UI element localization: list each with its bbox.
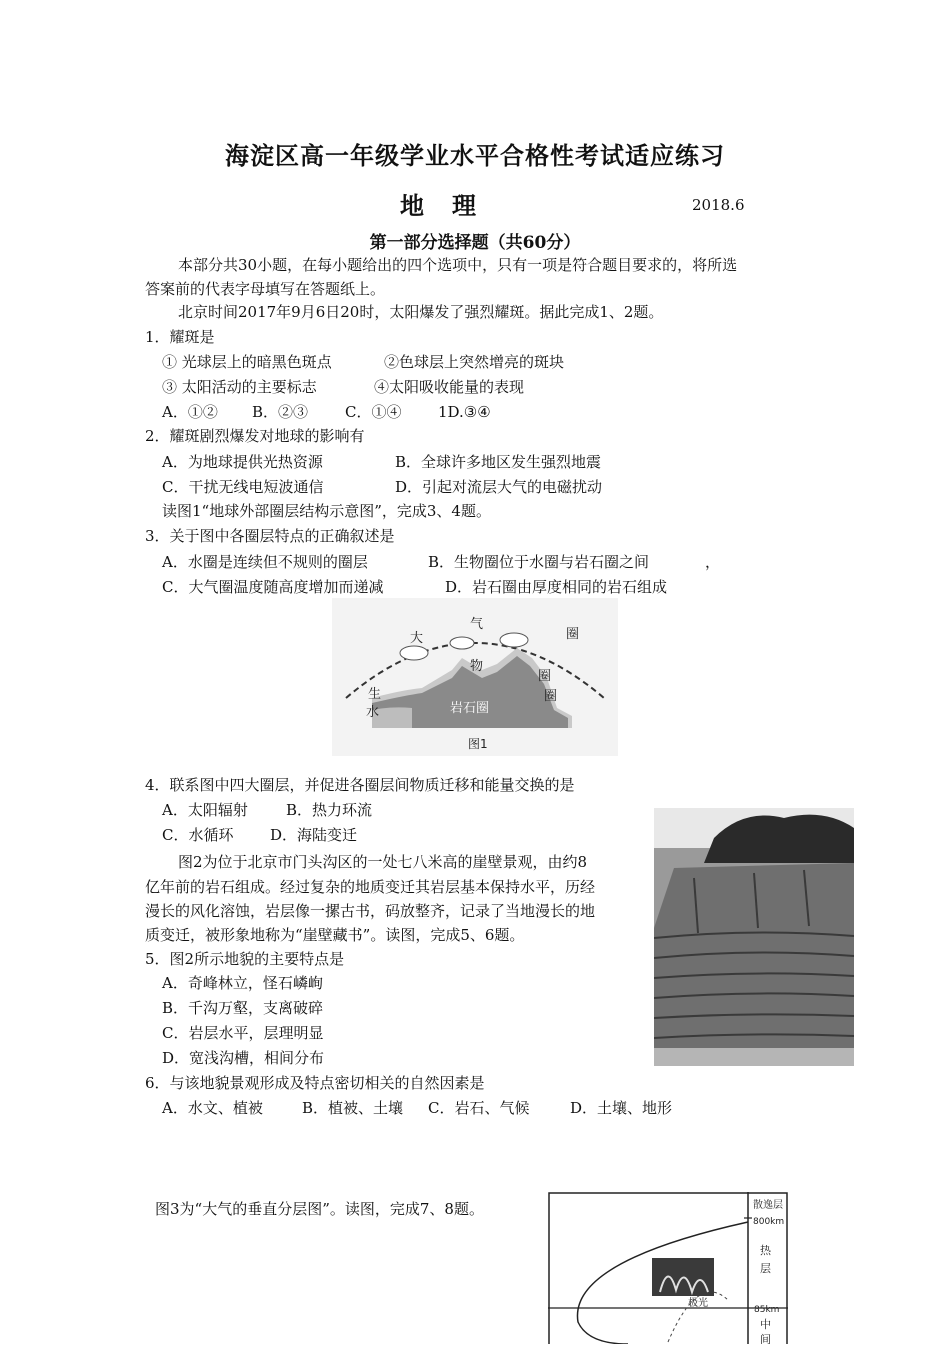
q2-option-c: C．干扰无线电短波通信 [162, 478, 324, 496]
label-exosphere: 散逸层 [753, 1200, 783, 1211]
label-85km: 85km [754, 1305, 780, 1315]
subject-title: 地理 [400, 191, 504, 220]
label-jian: 间 [760, 1333, 771, 1344]
q6-option-a: A．水文、植被 [162, 1099, 263, 1117]
q1-option-b: B．②③ [252, 403, 309, 421]
q5-option-a: A．奇峰林立，怪石嶙峋 [162, 974, 323, 992]
q4-option-a: A．太阳辐射 [162, 801, 248, 819]
cloud-shape [450, 637, 474, 649]
cliff-photo-image [654, 808, 854, 1066]
q2-option-a: A．为地球提供光热资源 [162, 453, 323, 471]
label-800km: 800km [753, 1217, 785, 1227]
fig1-caption: 图1 [468, 737, 488, 751]
q1-option-d: 1D.③④ [438, 403, 491, 421]
q1-item-3: ③ 太阳活动的主要标志 [162, 378, 317, 396]
context-3-line-3: 漫长的风化溶蚀，岩层像一摞古书，码放整齐，记录了当地漫长的地 [145, 902, 596, 920]
label-ceng: 层 [760, 1262, 771, 1275]
intro-line-1: 本部分共30小题，在每小题给出的四个选项中，只有一项是符合题目要求的，将所选 [178, 256, 738, 274]
figure-1-diagram [332, 598, 618, 756]
context-3-line-2: 亿年前的岩石组成。经过复杂的地质变迁其岩层基本保持水平，历经 [145, 878, 596, 896]
q3-option-c: C．大气圈温度随高度增加而递减 [162, 578, 384, 596]
q1-stem: 1．耀斑是 [145, 328, 215, 346]
q5-option-b: B．千沟万壑，支离破碎 [162, 999, 324, 1017]
q1-item-1: ① 光球层上的暗黑色斑点 [162, 353, 332, 371]
fig1-label-rock: 岩石圈 [450, 701, 490, 716]
figure-3 [548, 1192, 788, 1344]
q1-item-4: ④太阳吸收能量的表现 [374, 378, 525, 396]
context-3-line-1: 图2为位于北京市门头沟区的一处七八米高的崖壁景观，由约8 [178, 853, 588, 871]
fig1-label-shui: 水 [366, 705, 380, 720]
q1-item-2: ②色球层上突然增亮的斑块 [384, 353, 565, 371]
fig1-label-qi: 气 [470, 617, 484, 632]
exam-date: 2018.6 [692, 196, 745, 214]
q6-option-c: C．岩石、气候 [428, 1099, 530, 1117]
q2-option-d: D．引起对流层大气的电磁扰动 [395, 478, 603, 496]
label-re: 热 [760, 1244, 771, 1257]
context-1: 北京时间2017年9月6日20时，太阳爆发了强烈耀斑。据此完成1、2题。 [178, 303, 664, 321]
q2-stem: 2．耀斑剧烈爆发对地球的影响有 [145, 427, 365, 445]
cloud-shape [400, 646, 428, 660]
q2-option-b: B．全球许多地区发生强烈地震 [395, 453, 602, 471]
q5-option-c: C．岩层水平，层理明显 [162, 1024, 324, 1042]
fig1-label-quan-3: 圈 [544, 689, 558, 704]
q6-option-d: D．土壤、地形 [570, 1099, 673, 1117]
q3-option-b: B．生物圈位于水圈与岩石圈之间 [428, 553, 650, 571]
q5-stem: 5．图2所示地貌的主要特点是 [145, 950, 345, 968]
q3-stray-comma: ， [705, 553, 721, 571]
fig1-label-quan-2: 圈 [538, 669, 552, 684]
q6-option-b: B．植被、土壤 [302, 1099, 404, 1117]
label-aurora: 极光 [688, 1298, 708, 1309]
section-heading: 第一部分选择题（共60分） [369, 233, 581, 253]
q3-stem: 3．关于图中各圈层特点的正确叙述是 [145, 527, 395, 545]
context-2: 读图1“地球外部圈层结构示意图”，完成3、4题。 [162, 502, 491, 520]
q1-option-a: A．①② [162, 403, 218, 421]
context-4: 图3为“大气的垂直分层图”。读图，完成7、8题。 [155, 1200, 484, 1218]
q4-option-d: D．海陆变迁 [270, 826, 358, 844]
q3-option-d: D．岩石圈由厚度相同的岩石组成 [445, 578, 668, 596]
q4-stem: 4．联系图中四大圈层，并促进各圈层间物质迁移和能量交换的是 [145, 776, 575, 794]
label-zhong: 中 [760, 1318, 771, 1331]
intro-line-2: 答案前的代表字母填写在答题纸上。 [145, 280, 386, 298]
q3-option-a: A．水圈是连续但不规则的圈层 [162, 553, 368, 571]
fig1-label-sheng: 生 [368, 687, 382, 702]
figure-2-photo [654, 808, 854, 1066]
q4-option-c: C．水循环 [162, 826, 234, 844]
q1-option-c: C．①④ [345, 403, 402, 421]
fig1-label-quan-1: 圈 [566, 627, 580, 642]
page-title: 海淀区高一年级学业水平合格性考试适应练习 [225, 141, 725, 170]
context-3-line-4: 质变迁，被形象地称为“崖壁藏书”。读图，完成5、6题。 [145, 926, 525, 944]
q6-stem: 6．与该地貌景观形成及特点密切相关的自然因素是 [145, 1074, 485, 1092]
q4-option-b: B．热力环流 [286, 801, 373, 819]
fig1-label-da: 大 [410, 631, 424, 646]
atmosphere-layer-diagram [548, 1192, 788, 1344]
figure-1 [332, 598, 618, 756]
cloud-shape [500, 633, 528, 647]
q5-option-d: D．宽浅沟槽，相间分布 [162, 1049, 325, 1067]
fig1-label-wu: 物 [470, 659, 484, 674]
